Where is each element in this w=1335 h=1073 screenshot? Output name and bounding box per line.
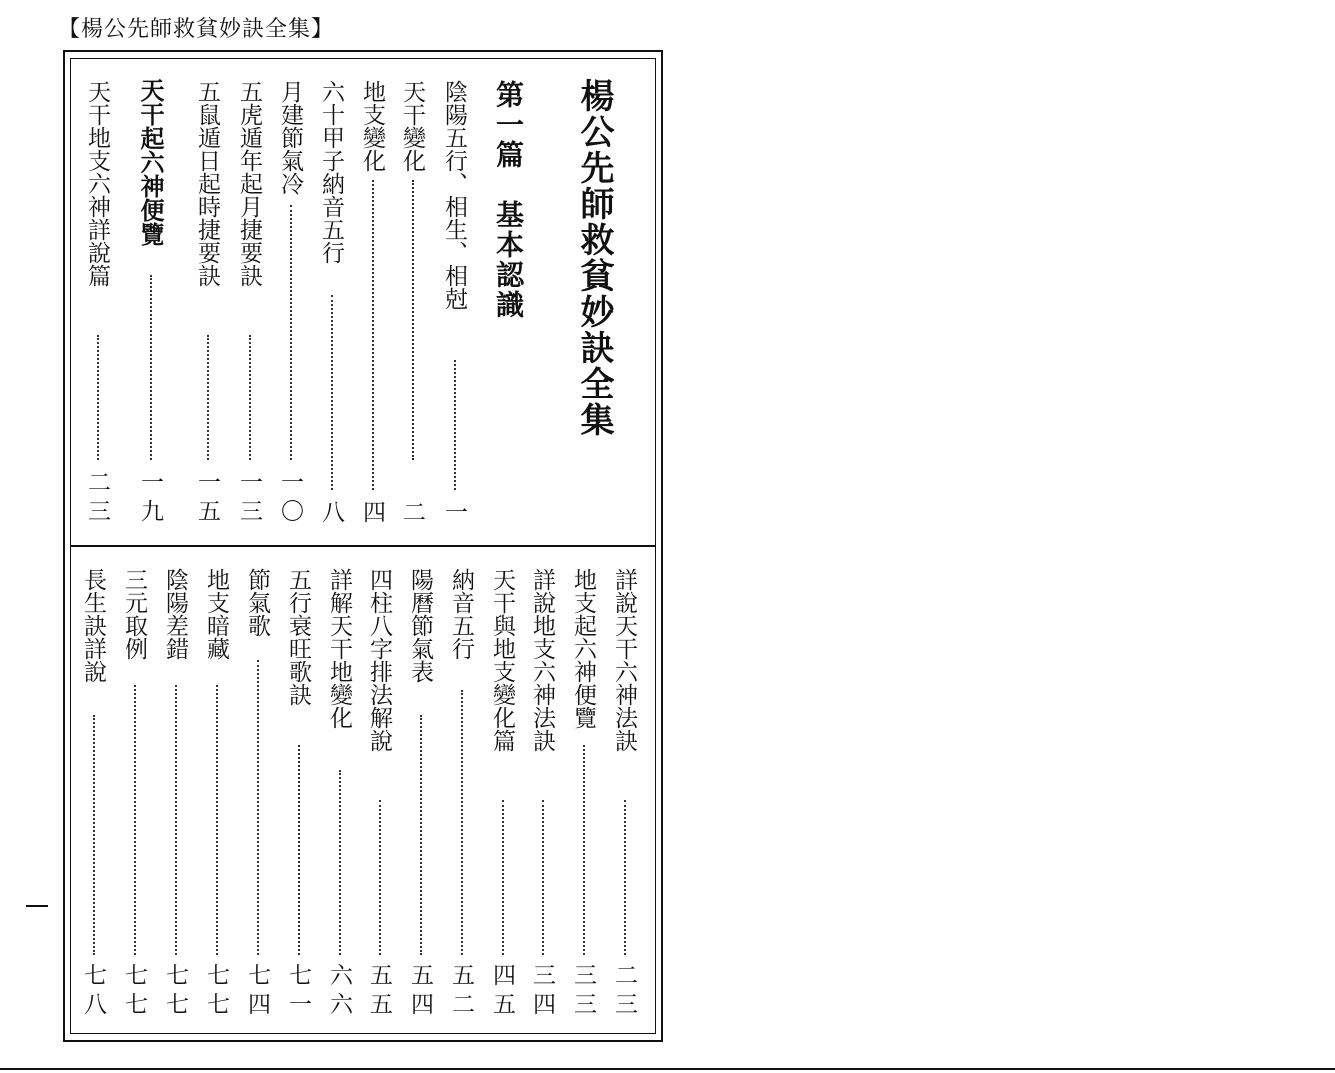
toc-entry-page: 七四: [244, 963, 270, 1021]
toc-entry-page: 七七: [203, 963, 229, 1021]
toc-entry-page: 五二: [448, 963, 474, 1021]
toc-entry-page: 七七: [121, 963, 147, 1021]
toc-entry-page: 七七: [162, 963, 188, 1021]
dot-leader: [93, 715, 95, 955]
dot-leader: [298, 745, 300, 955]
dot-leader: [454, 360, 456, 490]
dot-leader: [150, 275, 152, 460]
toc-entry-title: 天干變化: [399, 80, 425, 172]
toc-entry-title: 陰陽差錯: [162, 568, 188, 660]
dot-leader: [420, 715, 422, 955]
section-title: 第一篇 基本認識: [492, 80, 525, 320]
toc-entry-title: 月建節氣冷: [277, 80, 303, 195]
toc-entry-title: 天干與地支變化篇: [489, 568, 515, 752]
book-title: 楊公先師救貧妙訣全集: [574, 78, 614, 438]
toc-entry-title: 六十甲子納音五行: [318, 80, 344, 264]
toc-entry-title: 納音五行: [448, 568, 474, 660]
toc-entry-page: 二三: [611, 963, 637, 1021]
toc-entry-title: 詳說地支六神法訣: [529, 568, 555, 752]
toc-entry-page: 一九: [137, 470, 163, 528]
toc-entry-page: 一〇: [277, 470, 303, 528]
toc-entry-title: 天干起六神便覽: [136, 78, 164, 246]
toc-entry-title: 陽曆節氣表: [407, 568, 433, 683]
section-divider: [70, 545, 656, 547]
dot-leader: [379, 800, 381, 955]
toc-entry-page: 五四: [407, 963, 433, 1021]
toc-entry-title: 地支變化: [359, 80, 385, 172]
toc-entry-page: 三三: [570, 963, 596, 1021]
toc-entry-page: 一: [441, 500, 467, 529]
dot-leader: [583, 745, 585, 955]
dot-leader: [502, 800, 504, 955]
toc-entry-title: 五虎遁年起月捷要訣: [236, 80, 262, 287]
bottom-rule: [0, 1068, 1335, 1070]
dot-leader: [257, 660, 259, 955]
toc-entry-page: 四五: [489, 963, 515, 1021]
dot-leader: [412, 180, 414, 460]
toc-entry-title: 長生訣詳說: [80, 568, 106, 683]
dot-leader: [97, 335, 99, 460]
dot-leader: [249, 335, 251, 460]
toc-entry-page: 二: [399, 500, 425, 529]
toc-entry-page: 六六: [326, 963, 352, 1021]
toc-entry-title: 五鼠遁日起時捷要訣: [194, 80, 220, 287]
dot-leader: [331, 295, 333, 490]
dot-leader: [290, 205, 292, 460]
toc-entry-title: 三元取例: [121, 568, 147, 660]
toc-entry-title: 地支起六神便覽: [570, 568, 596, 729]
toc-entry-title: 五行衰旺歌訣: [285, 568, 311, 706]
dot-leader: [372, 180, 374, 490]
dot-leader: [134, 685, 136, 955]
toc-entry-title: 詳說天干六神法訣: [611, 568, 637, 752]
toc-entry-title: 天干地支六神詳說篇: [84, 80, 110, 287]
toc-entry-title: 四柱八字排法解說: [366, 568, 392, 752]
toc-entry-page: 八: [318, 500, 344, 529]
toc-entry-title: 陰陽五行、相生、相尅: [441, 80, 467, 310]
dot-leader: [216, 685, 218, 955]
toc-entry-page: 五五: [366, 963, 392, 1021]
toc-entry-page: 一三: [236, 470, 262, 528]
dot-leader: [207, 335, 209, 460]
toc-entry-page: 三四: [529, 963, 555, 1021]
margin-dash: [26, 905, 48, 907]
toc-entry-page: 一五: [194, 470, 220, 528]
toc-entry-page: 七八: [80, 963, 106, 1021]
toc-entry-title: 詳解天干地變化: [326, 568, 352, 729]
toc-entry-page: 二三: [84, 470, 110, 528]
dot-leader: [461, 690, 463, 955]
toc-entry-page: 七一: [285, 963, 311, 1021]
dot-leader: [339, 770, 341, 955]
toc-entry-title: 地支暗藏: [203, 568, 229, 660]
toc-entry-title: 節氣歌: [244, 568, 270, 637]
dot-leader: [175, 685, 177, 955]
dot-leader: [542, 800, 544, 955]
dot-leader: [624, 800, 626, 955]
toc-entry-page: 四: [359, 500, 385, 529]
running-header: 【楊公先師救貧妙訣全集】: [58, 17, 335, 42]
